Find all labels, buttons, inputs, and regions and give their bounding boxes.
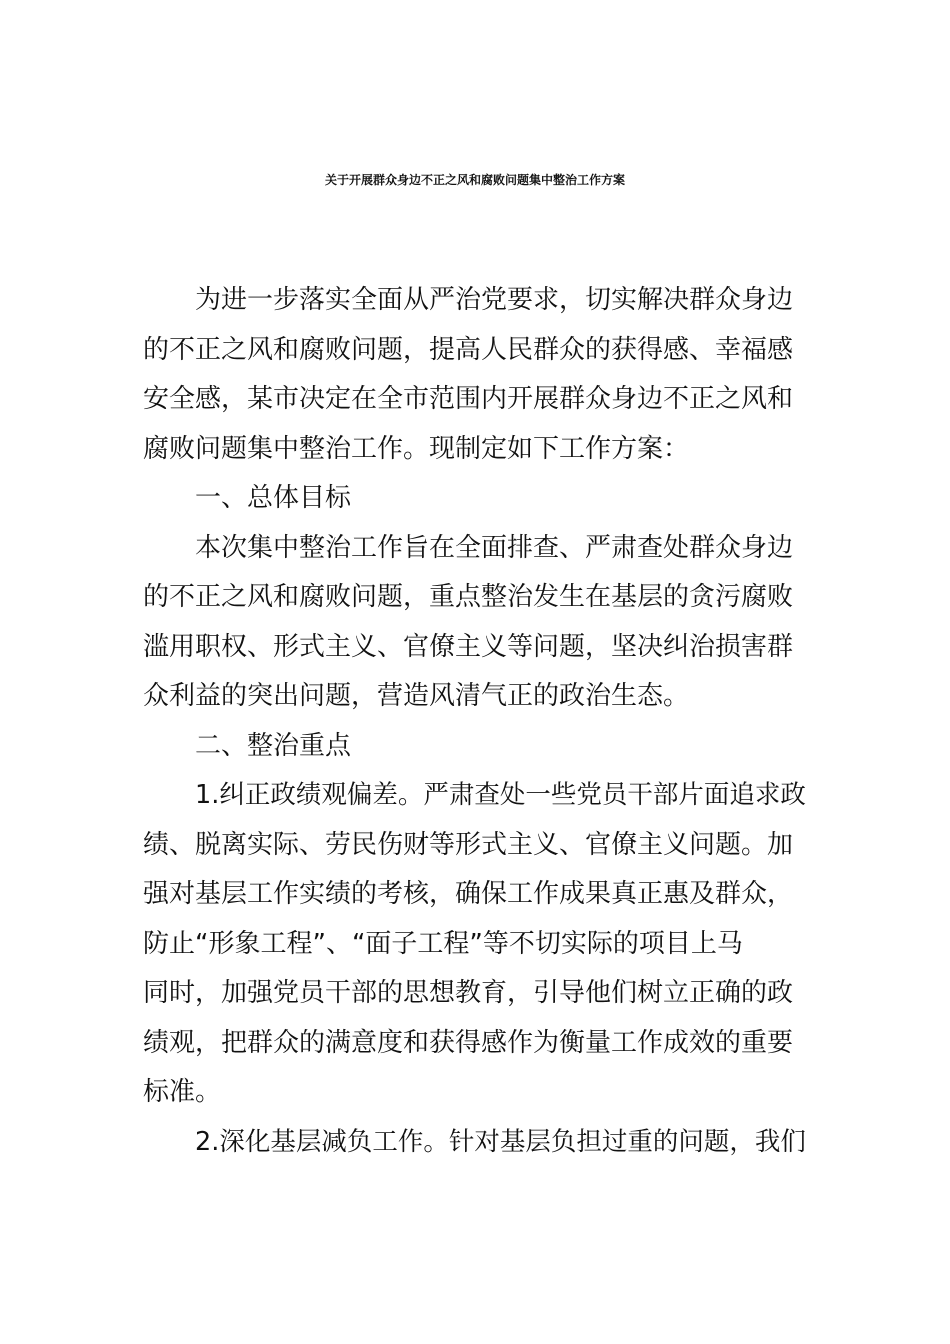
text-line: 同时，加强党员干部的思想教育，引导他们树立正确的政 xyxy=(143,978,794,1008)
text-line: 2.深化基层减负工作。针对基层负担过重的问题，我们 xyxy=(195,1126,806,1157)
text-line: 腐败问题集中整治工作。现制定如下工作方案： xyxy=(143,433,690,464)
text-line: 标准。 xyxy=(143,1077,222,1107)
text-line: 滥用职权、形式主义、官僚主义等问题，坚决纠治损害群 xyxy=(143,631,794,662)
text-line: 二、整治重点 xyxy=(195,730,352,761)
text-line: 众利益的突出问题，营造风清气正的政治生态。 xyxy=(143,681,690,711)
document-body xyxy=(143,276,808,1167)
text-line: 本次集中整治工作旨在全面排查、严肃查处群众身边 xyxy=(195,532,794,563)
document-title: 关于开展群众身边不正之风和腐败问题集中整治工作方案 xyxy=(324,173,625,187)
text-line: 防止“形象工程”、“面子工程”等不切实际的项目上马 xyxy=(143,928,743,959)
text-line: 强对基层工作实绩的考核，确保工作成果真正惠及群众， xyxy=(143,879,794,909)
text-line: 的不正之风和腐败问题，提高人民群众的获得感、幸福感 xyxy=(143,334,794,365)
text-line: 绩观，把群众的满意度和获得感作为衡量工作成效的重要 xyxy=(143,1027,794,1058)
text-line: 安全感，某市决定在全市范围内开展群众身边不正之风和 xyxy=(143,384,794,414)
text-line: 一、总体目标 xyxy=(195,483,352,513)
text-line: 的不正之风和腐败问题，重点整治发生在基层的贪污腐败 xyxy=(143,582,794,612)
text-line: 绩、脱离实际、劳民伤财等形式主义、官僚主义问题。加 xyxy=(143,829,794,860)
text-line: 1.纠正政绩观偏差。严肃查处一些党员干部片面追求政 xyxy=(195,780,806,810)
text-line: 为进一步落实全面从严治党要求，切实解决群众身边 xyxy=(195,285,794,315)
